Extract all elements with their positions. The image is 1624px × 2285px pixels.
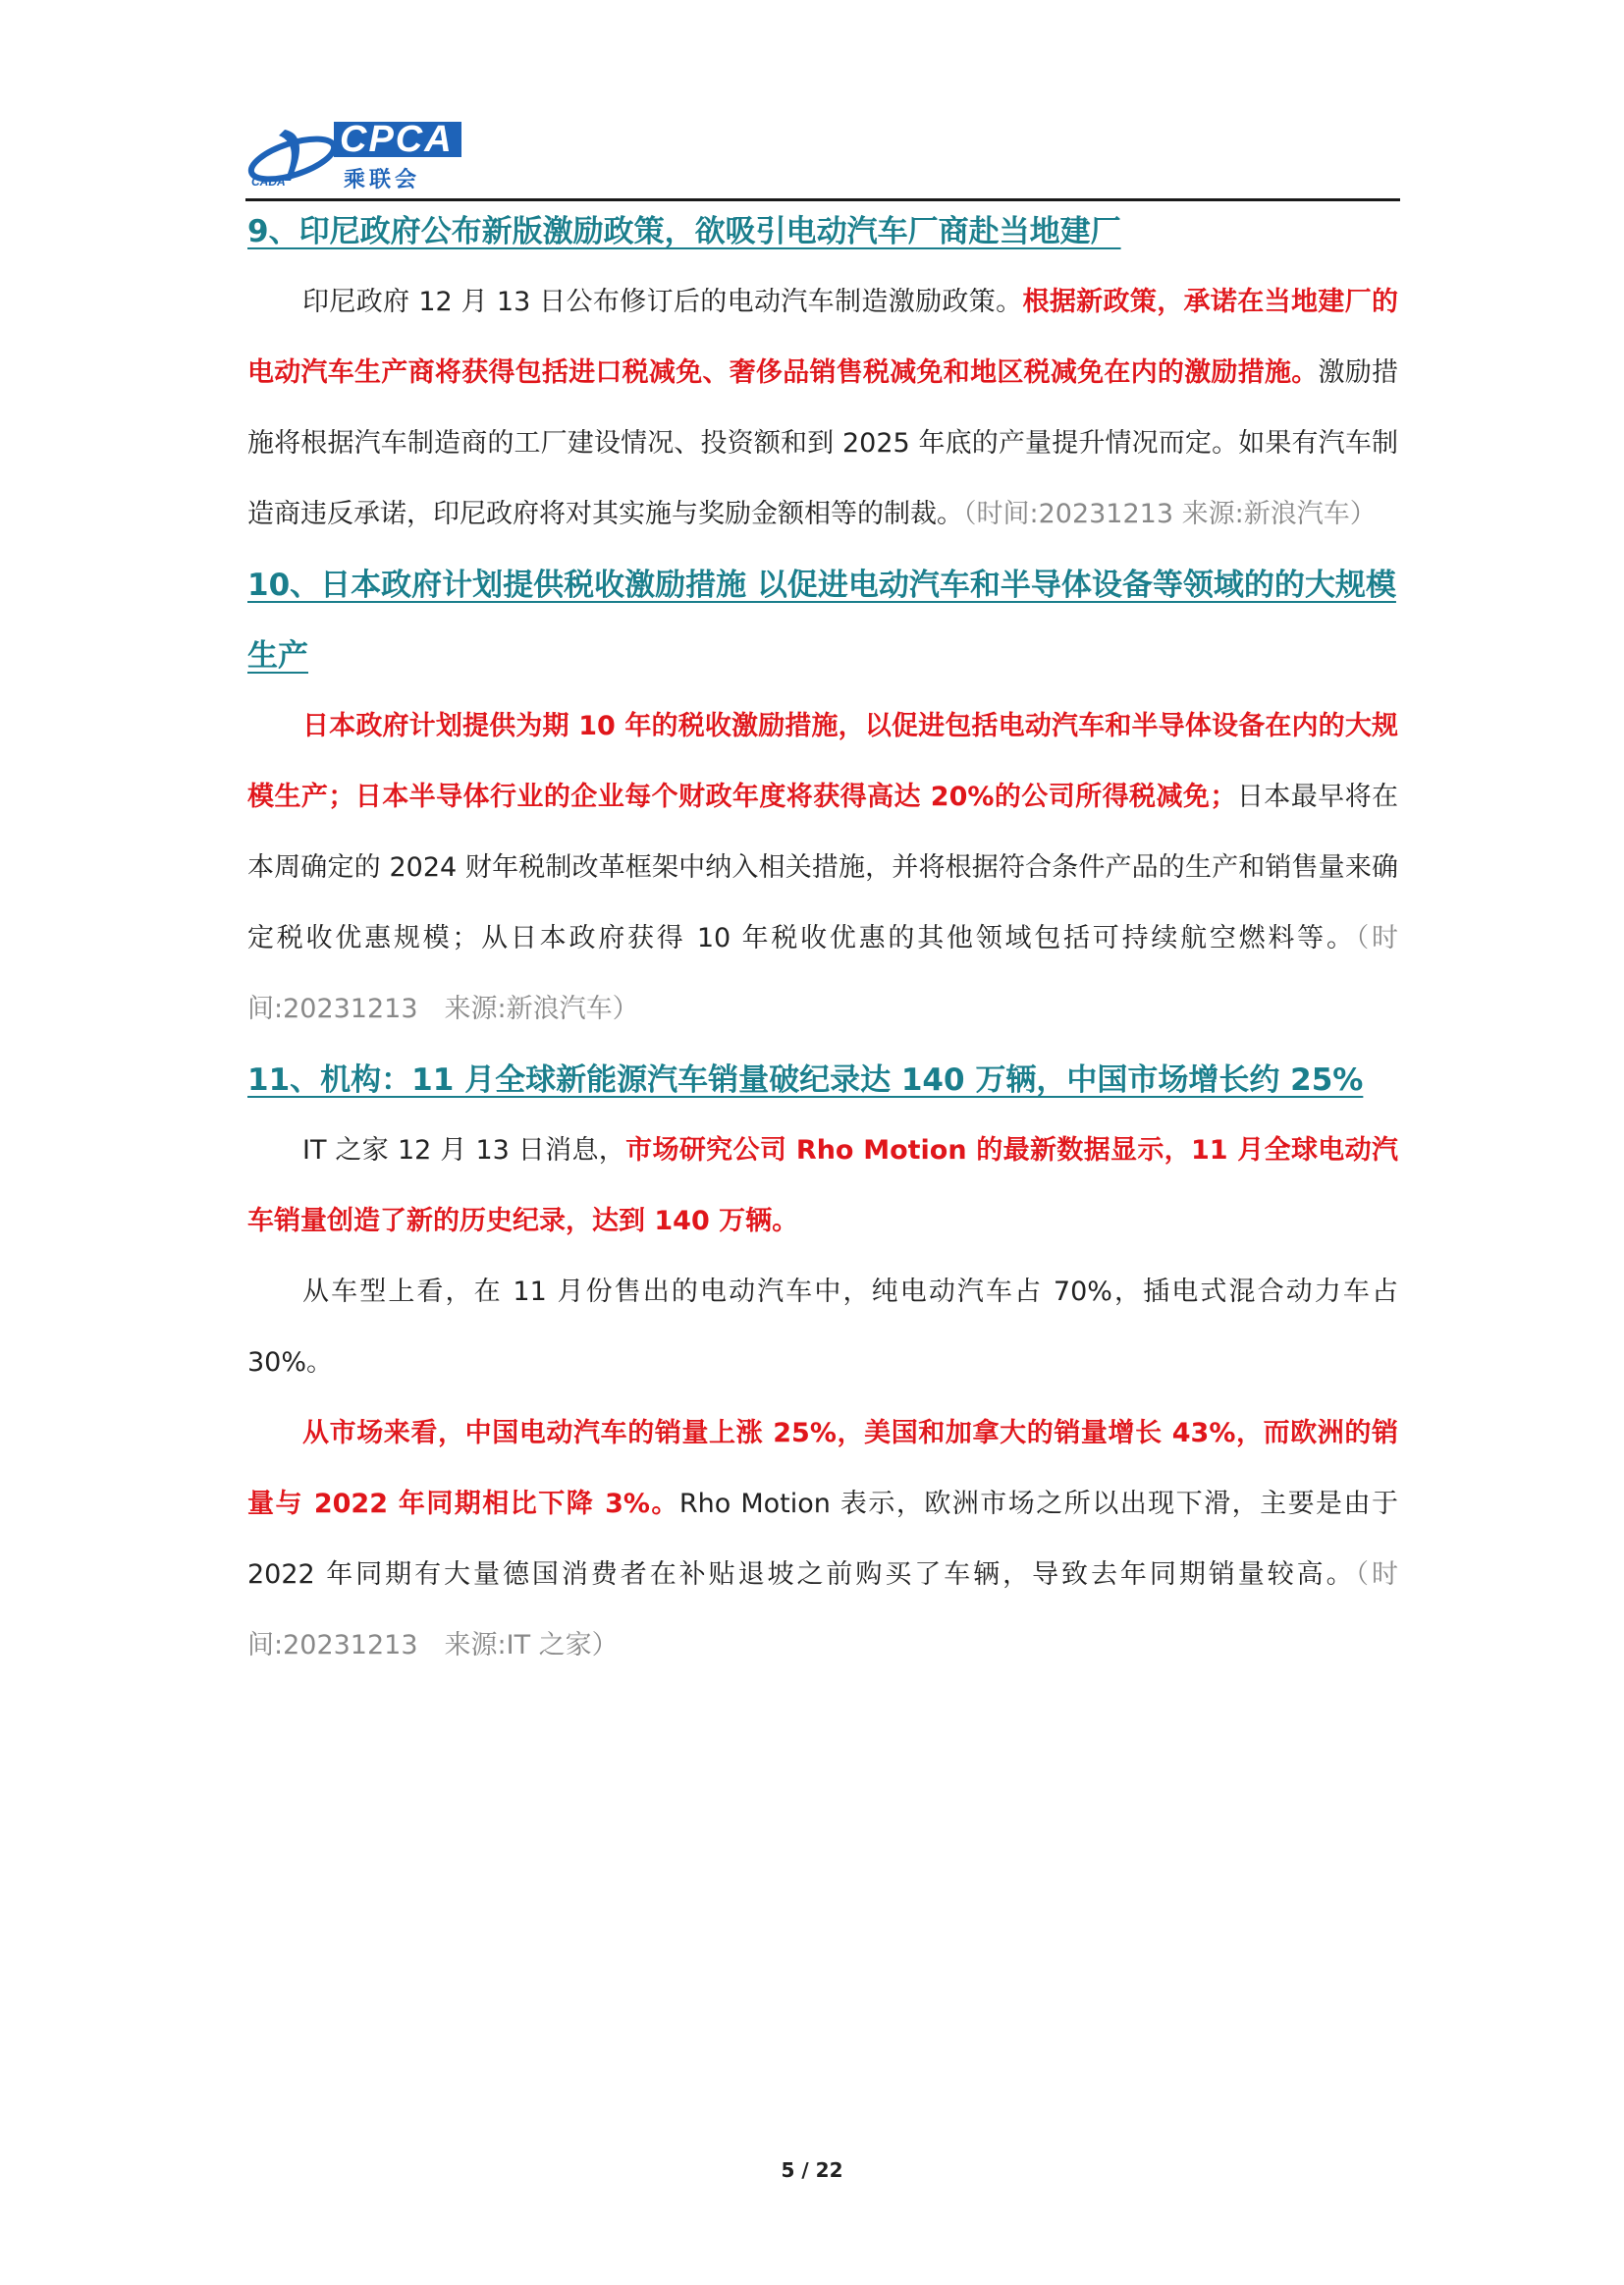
logo-chinese: 乘联会 xyxy=(344,168,421,192)
highlight-text: 日本政府计划提供为期 10 年的税收激励措施，以促进包括电动汽车和半导体设备在内的大规模生产；日本半导体行业的企业每个财政年度将获得高达 20%的公司所得税减免； xyxy=(247,711,1398,812)
section-10 xyxy=(247,550,1398,1045)
highlight-text: 从市场来看，中国电动汽车的销量上涨 25%，美国和加拿大的销量增长 43%，而欧洲的销量与 2022 年同期相比下降 3%。 xyxy=(247,1418,1398,1519)
highlight-text: 市场研究公司 Rho Motion 的最新数据显示，11 月全球电动汽车销量创造了新的历史纪录，达到 140 万辆。 xyxy=(247,1135,1398,1236)
section-11-paragraph-3 xyxy=(247,1398,1398,1681)
page-number: 5 / 22 xyxy=(781,2158,843,2182)
logo-subtext: CADA xyxy=(251,175,286,189)
text: 激励措施将根据汽车制造商的工厂建设情况、投资额和到 2025 年底的产量提升情况而定。如果有汽车制造商违反承诺，印尼政府将对其实施与奖励金额相等的制裁。 xyxy=(247,357,1399,529)
text: Rho Motion 表示，欧洲市场之所以出现下滑，主要是由于 2022 年同期有大量德国消费者在补贴退坡之前购买了车辆，导致去年同期销量较高。 xyxy=(247,1489,1398,1590)
section-10-title: 10、日本政府计划提供税收激励措施 以促进电动汽车和半导体设备等领域的的大规模生产 xyxy=(247,568,1396,674)
text: 印尼政府 12 月 13 日公布修订后的电动汽车制造激励政策。 xyxy=(302,287,1023,317)
section-9-title: 9、印尼政府公布新版激励政策，欲吸引电动汽车厂商赴当地建厂 xyxy=(247,214,1121,249)
section-11-paragraph-1 xyxy=(247,1115,1398,1257)
section-9-paragraph xyxy=(247,267,1398,550)
section-11 xyxy=(247,1045,1398,1681)
source-note: （时间:20231213 来源:IT 之家） xyxy=(247,1559,1398,1660)
section-10-paragraph xyxy=(247,691,1398,1045)
cpca-logo xyxy=(245,116,481,194)
highlight-text: 根据新政策，承诺在当地建厂的电动汽车生产商将获得包括进口税减免、奢侈品销售税减免和地区税减免在内的激励措施。 xyxy=(247,287,1399,388)
source-note: （时间:20231213 来源:新浪汽车） xyxy=(963,499,1377,529)
source-note: （时间:20231213 来源:新浪汽车） xyxy=(247,923,1399,1024)
section-9 xyxy=(247,196,1398,550)
page-header xyxy=(245,116,1400,201)
section-11-title: 11、机构：11 月全球新能源汽车销量破纪录达 140 万辆，中国市场增长约 25% xyxy=(247,1062,1364,1098)
article-body xyxy=(247,196,1398,1681)
text: IT 之家 12 月 13 日消息， xyxy=(302,1135,626,1166)
text: 日本最早将在本周确定的 2024 财年税制改革框架中纳入相关措施，并将根据符合条件产品的生产和销售量来确定税收优惠规模；从日本政府获得 10 年税收优惠的其他领域包括可持续航空燃料等。 xyxy=(247,782,1399,953)
logo-latin: CPCA xyxy=(334,122,461,157)
section-11-paragraph-2: 从车型上看，在 11 月份售出的电动汽车中，纯电动汽车占 70%，插电式混合动力车占 30%。 xyxy=(247,1277,1398,1378)
